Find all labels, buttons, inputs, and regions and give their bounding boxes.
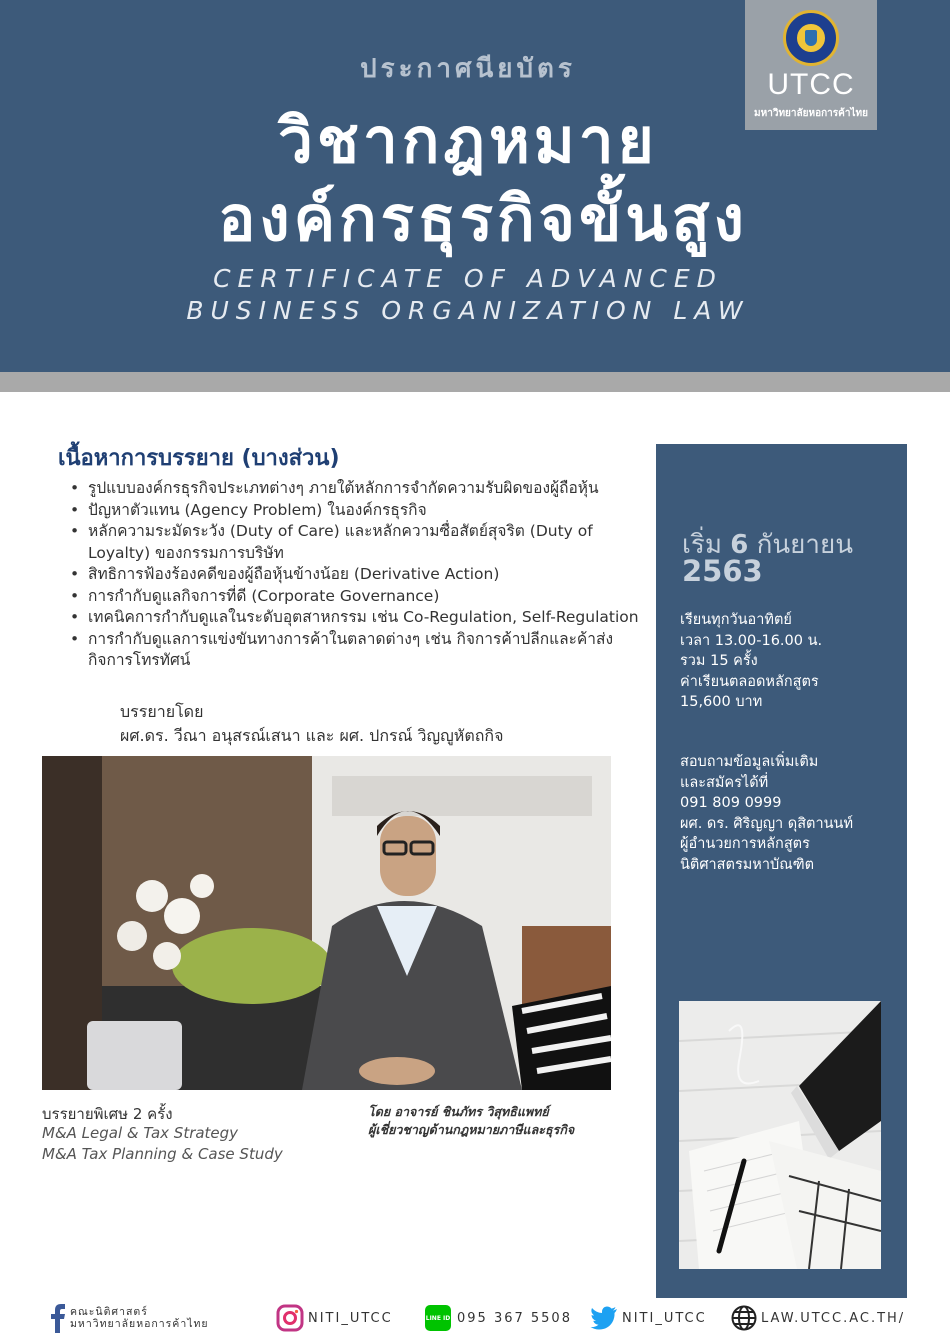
instagram-icon	[276, 1304, 304, 1332]
lecturer-label: บรรยายโดย	[120, 702, 204, 721]
course-title-line1: วิชากฎหมาย	[278, 104, 658, 177]
speaker-title: ผู้เชี่ยวชาญด้านกฎหมายภาษีและธุรกิจ	[368, 1122, 575, 1137]
contact-item: ผศ. ดร. ศิริญญา ดุสิตานนท์	[680, 815, 854, 832]
english-title-line2: BUSINESS ORGANIZATION LAW	[186, 296, 750, 325]
contact-item: และสมัครได้ที่	[680, 774, 769, 791]
twitter-link[interactable]	[590, 1300, 707, 1336]
schedule-item: เวลา 13.00-16.00 น.	[680, 632, 823, 649]
contact-item: นิติศาสตรมหาบัณฑิต	[680, 856, 815, 873]
line-number: 095 367 5508	[457, 1310, 572, 1326]
english-title-line1: CERTIFICATE OF ADVANCED	[213, 264, 723, 293]
start-prefix: เริ่ม	[682, 530, 722, 560]
logo-subtitle: มหาวิทยาลัยหอการค้าไทย	[754, 108, 868, 119]
logo-name: UTCC	[767, 68, 855, 101]
desk-photo	[679, 1001, 881, 1269]
globe-icon	[730, 1304, 758, 1332]
topic-list	[70, 478, 640, 672]
lecturer-names: ผศ.ดร. วีณา อนุสรณ์เสนา และ ผศ. ปกรณ์ วิญญูหัตถกิจ	[120, 726, 504, 745]
special-lecture-label: บรรยายพิเศษ 2 ครั้ง	[42, 1105, 173, 1123]
schedule-item: รวม 15 ครั้ง	[680, 653, 758, 669]
university-seal-icon	[783, 10, 839, 66]
facebook-icon	[50, 1303, 66, 1333]
topic-item: • การกำกับดูแลการแข่งขันทางการค้าในตลาดต่างๆ เช่น กิจการค้าปลีกและค้าส่ง กิจการโทรทัศน์	[70, 629, 640, 672]
info-panel	[656, 444, 907, 1298]
utcc-logo	[745, 0, 877, 130]
phone-number[interactable]: 091 809 0999	[680, 795, 782, 811]
line-icon	[425, 1305, 451, 1331]
special-session: M&A Tax Planning & Case Study	[42, 1145, 283, 1163]
facebook-line2: มหาวิทยาลัยหอการค้าไทย	[70, 1318, 209, 1330]
contact-list	[680, 752, 905, 875]
topic-item: • เทคนิคการกำกับดูแลในระดับอุตสาหกรรม เช่น Co-Regulation, Self-Regulation	[70, 607, 640, 629]
facebook-link[interactable]	[50, 1300, 209, 1336]
schedule-item: ค่าเรียนตลอดหลักสูตร	[680, 673, 819, 690]
topic-item: • รูปแบบองค์กรธุรกิจประเภทต่างๆ ภายใต้หลักการจำกัดความรับผิดของผู้ถือหุ้น	[70, 478, 640, 500]
speaker-photo	[42, 756, 611, 1090]
contact-item: ผู้อำนวยการหลักสูตร	[680, 836, 810, 852]
header-eyebrow: ประกาศนียบัตร	[360, 54, 576, 84]
special-session: M&A Legal & Tax Strategy	[42, 1124, 239, 1142]
header-banner	[0, 0, 950, 372]
topic-item: • สิทธิการฟ้องร้องคดีของผู้ถือหุ้นข้างน้อย (Derivative Action)	[70, 564, 640, 586]
line-badge-text: LINE ID	[425, 1314, 451, 1322]
speaker-name: โดย อาจารย์ ชินภัทร วิสุทธิแพทย์	[368, 1104, 549, 1119]
start-day: 6	[730, 530, 749, 560]
topic-item: • ปัญหาตัวแทน (Agency Problem) ในองค์กรธุรกิจ	[70, 500, 640, 522]
contact-item: สอบถามข้อมูลเพิ่มเติม	[680, 754, 819, 770]
twitter-handle: NITI_UTCC	[622, 1310, 707, 1326]
topic-item: • การกำกับดูแลกิจการที่ดี (Corporate Governance)	[70, 586, 640, 608]
line-link[interactable]	[425, 1300, 572, 1336]
topic-item: • หลักความระมัดระวัง (Duty of Care) และหลักความซื่อสัตย์สุจริต (Duty of Loyalty) ของกรรมการบริษัท	[70, 521, 640, 564]
course-title-line2: องค์กรธุรกิจขั้นสูง	[218, 182, 748, 255]
footer	[0, 1300, 950, 1344]
instagram-link[interactable]	[276, 1300, 393, 1336]
website-link[interactable]	[730, 1300, 905, 1336]
twitter-icon	[590, 1306, 618, 1330]
schedule-item: 15,600 บาท	[680, 694, 763, 710]
website-url: LAW.UTCC.AC.TH/	[761, 1310, 906, 1326]
section-title: เนื้อหาการบรรยาย (บางส่วน)	[58, 446, 340, 471]
start-month: กันยายน	[756, 530, 853, 560]
schedule-list	[680, 610, 900, 713]
schedule-item: เรียนทุกวันอาทิตย์	[680, 612, 792, 628]
instagram-handle: NITI_UTCC	[308, 1310, 393, 1326]
divider-band	[0, 372, 950, 392]
start-year: 2563	[682, 554, 763, 588]
facebook-line1: คณะนิติศาสตร์	[70, 1306, 148, 1318]
